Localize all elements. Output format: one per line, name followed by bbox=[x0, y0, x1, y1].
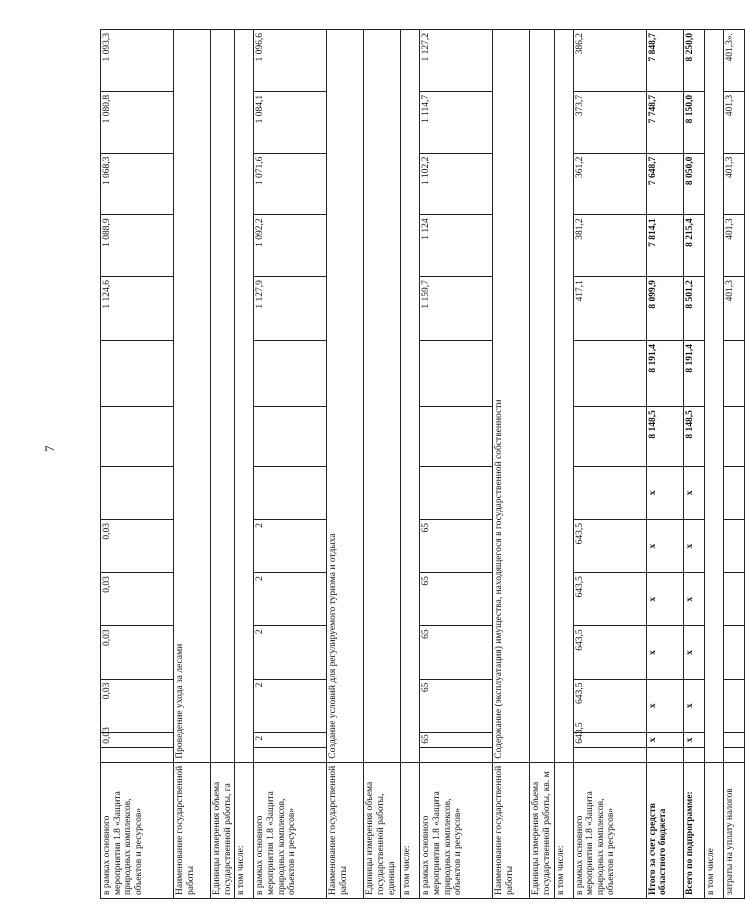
value-cell bbox=[420, 747, 493, 762]
value-cell: 1 096,6 bbox=[254, 30, 327, 92]
row-label: в рамках основного мероприятия 1.8 «Защита природных комплексов, объектов и ресурсов» bbox=[101, 762, 174, 898]
value-cell bbox=[254, 341, 327, 407]
value-cell: 8 191,4 bbox=[646, 341, 683, 407]
value-cell: 401,3 bbox=[723, 277, 744, 341]
value-cell: 8 150,0 bbox=[683, 91, 704, 153]
value-cell: 2 bbox=[254, 573, 327, 626]
value-cell: 401,3 bbox=[723, 153, 744, 215]
empty-cell bbox=[530, 30, 554, 763]
row-label: затраты на уплату налогов bbox=[723, 762, 744, 898]
value-cell: 1 068,3 bbox=[101, 153, 174, 215]
empty-cell bbox=[683, 747, 704, 762]
value-cell: х bbox=[683, 626, 704, 679]
value-cell: 1 084,1 bbox=[254, 91, 327, 153]
value-cell: 1 088,9 bbox=[101, 215, 174, 277]
value-cell: х bbox=[646, 573, 683, 626]
value-cell: 401,3». bbox=[723, 30, 744, 92]
value-cell: 401,3 bbox=[723, 91, 744, 153]
value-cell bbox=[254, 407, 327, 467]
table-row bbox=[646, 30, 683, 899]
value-cell bbox=[723, 341, 744, 407]
row-label: Наименование государственной работы bbox=[327, 762, 364, 898]
value-cell: 373,7 bbox=[573, 91, 646, 153]
value-cell: 65 bbox=[420, 626, 493, 679]
value-cell: 0,03 bbox=[101, 732, 174, 747]
value-cell: 1 124,6 bbox=[101, 277, 174, 341]
value-cell: 65 bbox=[420, 519, 493, 572]
value-cell: 2 bbox=[254, 679, 327, 732]
value-cell bbox=[101, 341, 174, 407]
empty-cell bbox=[704, 30, 723, 763]
value-cell: 643,5 bbox=[573, 732, 646, 747]
work-name-cell: Содержание (эксплуатация) имущества, находящегося в государственной собственности bbox=[493, 30, 530, 763]
rotated-table-wrapper bbox=[100, 29, 735, 899]
value-cell: 8 191,4 bbox=[683, 341, 704, 407]
value-cell: 361,2 bbox=[573, 153, 646, 215]
value-cell: 7 748,7 bbox=[646, 91, 683, 153]
value-cell bbox=[723, 732, 744, 747]
table-row bbox=[420, 30, 493, 899]
value-cell bbox=[723, 679, 744, 732]
value-cell: х bbox=[646, 626, 683, 679]
work-name-cell: Создание условий для регулируемого туризма и отдыха bbox=[327, 30, 364, 763]
value-cell bbox=[723, 466, 744, 519]
row-label: в рамках основного мероприятия 1.8 «Защита природных комплексов, объектов и ресурсов» bbox=[573, 762, 646, 898]
table-row bbox=[723, 30, 744, 899]
table-row bbox=[704, 30, 723, 899]
value-cell: 65 bbox=[420, 573, 493, 626]
value-cell: 0,03 bbox=[101, 573, 174, 626]
table-row bbox=[254, 30, 327, 899]
empty-cell bbox=[401, 30, 420, 763]
value-cell: 7 648,7 bbox=[646, 153, 683, 215]
value-cell: 386,2 bbox=[573, 30, 646, 92]
empty-cell bbox=[235, 30, 254, 763]
empty-cell bbox=[211, 30, 235, 763]
row-label: Всего по подпрограмме: bbox=[683, 762, 704, 898]
row-label: в том числе bbox=[704, 762, 723, 898]
value-cell: 0,03 bbox=[101, 679, 174, 732]
value-cell: 401,3 bbox=[723, 215, 744, 277]
value-cell: 1 127,9 bbox=[254, 277, 327, 341]
value-cell bbox=[723, 519, 744, 572]
row-label: в том числе: bbox=[235, 762, 254, 898]
value-cell: 1 071,6 bbox=[254, 153, 327, 215]
value-cell: х bbox=[646, 466, 683, 519]
table-row bbox=[235, 30, 254, 899]
value-cell: 8 215,4 bbox=[683, 215, 704, 277]
value-cell: 8 148,5 bbox=[683, 407, 704, 467]
value-cell bbox=[420, 341, 493, 407]
value-cell bbox=[101, 747, 174, 762]
value-cell bbox=[101, 466, 174, 519]
value-cell: х bbox=[646, 519, 683, 572]
value-cell: 8 250,0 bbox=[683, 30, 704, 92]
value-cell: 2 bbox=[254, 519, 327, 572]
value-cell bbox=[723, 573, 744, 626]
value-cell: 643,5 bbox=[573, 573, 646, 626]
value-cell: 1 080,8 bbox=[101, 91, 174, 153]
value-cell: 0,03 bbox=[101, 519, 174, 572]
table-row bbox=[364, 30, 401, 899]
value-cell bbox=[573, 341, 646, 407]
value-cell: 643,5 bbox=[573, 519, 646, 572]
row-label: Наименование государственной работы bbox=[174, 762, 211, 898]
value-cell: 417,1 bbox=[573, 277, 646, 341]
value-cell: х bbox=[683, 573, 704, 626]
value-cell bbox=[573, 407, 646, 467]
value-cell: 65 bbox=[420, 732, 493, 747]
value-cell: 1 159,7 bbox=[420, 277, 493, 341]
value-cell bbox=[254, 466, 327, 519]
value-cell: х bbox=[683, 732, 704, 747]
value-cell: 7 848,7 bbox=[646, 30, 683, 92]
value-cell: 2 bbox=[254, 732, 327, 747]
value-cell: 8 148,5 bbox=[646, 407, 683, 467]
row-label: в рамках основного мероприятия 1.8 «Защита природных комплексов, объектов и ресурсов» bbox=[420, 762, 493, 898]
value-cell bbox=[723, 407, 744, 467]
value-cell: х bbox=[683, 519, 704, 572]
value-cell: 643,5 bbox=[573, 679, 646, 732]
value-cell: 7 814,1 bbox=[646, 215, 683, 277]
value-cell: 1 124 bbox=[420, 215, 493, 277]
row-label: Наименование государственной работы bbox=[493, 762, 530, 898]
row-label: Итого за счет средств областного бюджета bbox=[646, 762, 683, 898]
row-label: в рамках основного мероприятия 1.8 «Защита природных комплексов, объектов и ресурсов» bbox=[254, 762, 327, 898]
row-label: Единицы измерения объема государственной работы, единица bbox=[364, 762, 401, 898]
row-label: в том числе: bbox=[554, 762, 573, 898]
value-cell: 8 501,2 bbox=[683, 277, 704, 341]
value-cell bbox=[573, 466, 646, 519]
table-row bbox=[554, 30, 573, 899]
value-cell: 2 bbox=[254, 626, 327, 679]
row-label: Единицы измерения объема государственной работы, кв. м bbox=[530, 762, 554, 898]
page-number: 7 bbox=[42, 445, 57, 452]
value-cell bbox=[420, 466, 493, 519]
table-row bbox=[401, 30, 420, 899]
value-cell: 0,03 bbox=[101, 626, 174, 679]
empty-cell bbox=[364, 30, 401, 763]
value-cell bbox=[573, 747, 646, 762]
row-label: Единицы измерения объема государственной работы, га bbox=[211, 762, 235, 898]
budget-table bbox=[100, 29, 745, 899]
value-cell: 1 092,2 bbox=[254, 215, 327, 277]
value-cell: х bbox=[646, 679, 683, 732]
table-row bbox=[573, 30, 646, 899]
value-cell bbox=[254, 747, 327, 762]
value-cell: х bbox=[683, 679, 704, 732]
value-cell: 1 114,7 bbox=[420, 91, 493, 153]
value-cell: х bbox=[683, 466, 704, 519]
table-row bbox=[174, 30, 211, 899]
value-cell: х bbox=[646, 732, 683, 747]
table-row bbox=[493, 30, 530, 899]
empty-cell bbox=[554, 30, 573, 763]
value-cell: 1 127,2 bbox=[420, 30, 493, 92]
value-cell: 65 bbox=[420, 679, 493, 732]
table-row bbox=[101, 30, 174, 899]
table-row bbox=[211, 30, 235, 899]
empty-cell bbox=[646, 747, 683, 762]
value-cell: 8 099,9 bbox=[646, 277, 683, 341]
value-cell: 381,2 bbox=[573, 215, 646, 277]
empty-cell bbox=[723, 747, 744, 762]
value-cell: 1 102,2 bbox=[420, 153, 493, 215]
table-row bbox=[683, 30, 704, 899]
value-cell bbox=[723, 626, 744, 679]
work-name-cell: Проведение ухода за лесами bbox=[174, 30, 211, 763]
table-row bbox=[530, 30, 554, 899]
row-label: в том числе: bbox=[401, 762, 420, 898]
value-cell bbox=[101, 407, 174, 467]
value-cell: 1 093,3 bbox=[101, 30, 174, 92]
value-cell bbox=[420, 407, 493, 467]
value-cell: 8 050,0 bbox=[683, 153, 704, 215]
table-row bbox=[327, 30, 364, 899]
value-cell: 643,5 bbox=[573, 626, 646, 679]
